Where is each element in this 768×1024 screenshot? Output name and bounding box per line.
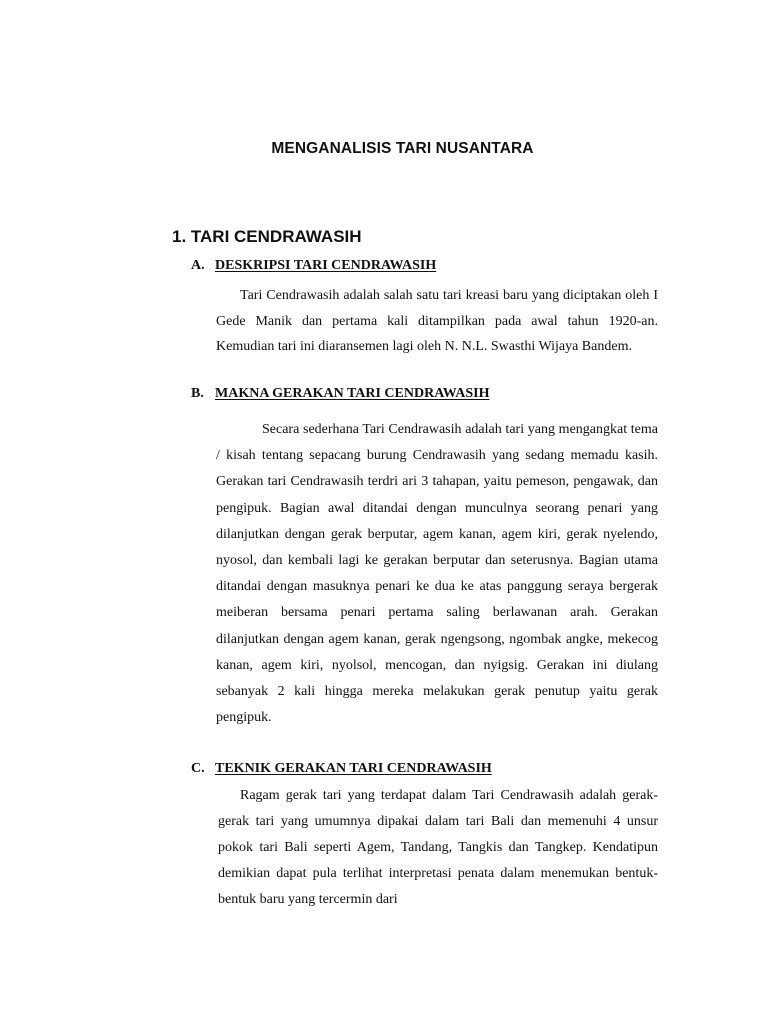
document-title: MENGANALISIS TARI NUSANTARA	[271, 140, 534, 157]
subsection-b-paragraph: Secara sederhana Tari Cendrawasih adalah tari yang mengangkat tema / kisah tentang sepacang burung Cendrawasih yang sedang memadu kasih. Gerakan tari Cendrawasih terdri ari 3 tahapan, yaitu pemeson, pengawak, dan pengipuk. Bagian awal ditandai dengan munculnya seorang penari yang dilanjutkan dengan gerak berputar, agem kanan, agem kiri, gerak nyelendo, nyosol, dan kembali lagi ke gerakan berputar dan seterusnya. Bagian utama ditandai dengan masuknya penari ke dua ke atas panggung seraya bergerak meiberan bersama penari pertama saling berlawanan arah. Gerakan dilanjutkan dengan agem kanan, gerak ngengsong, ngombak angke, mekecog kanan, agem kiri, nyolsol, mencogan, dan nyigsig. Gerakan ini diulang sebanyak 2 kali hingga mereka melakukan gerak penutup yaitu gerak pengipuk.	[216, 422, 658, 726]
subsection-a-paragraph: Tari Cendrawasih adalah salah satu tari kreasi baru yang diciptakan oleh I Gede Manik dan pertama kali ditampilkan pada awal tahun 1920-an. Kemudian tari ini diaransemen lagi oleh N. N.L. Swasthi Wijaya Bandem.	[216, 288, 658, 354]
subsection-c-heading	[191, 761, 492, 777]
section-heading: 1. TARI CENDRAWASIH	[172, 227, 362, 246]
subsection-c-paragraph: Ragam gerak tari yang terdapat dalam Tari Cendrawasih adalah gerak-gerak tari yang umumnya dipakai dalam tari Bali dan memenuhi 4 unsur pokok tari Bali seperti Agem, Tandang, Tangkis dan Tangkep. Kendatipun demikian dapat pula terlihat interpretasi penata dalam menemukan bentuk-bentuk baru yang tercermin dari	[218, 788, 658, 907]
subsection-a-letter: A.	[191, 258, 205, 273]
subsection-c-title: TEKNIK GERAKAN TARI CENDRAWASIH	[215, 761, 492, 776]
subsection-b-title: MAKNA GERAKAN TARI CENDRAWASIH	[215, 386, 490, 401]
subsection-a-heading	[191, 258, 436, 274]
subsection-c-letter: C.	[191, 761, 205, 776]
subsection-b-letter: B.	[191, 386, 204, 401]
subsection-a-title: DESKRIPSI TARI CENDRAWASIH	[215, 258, 437, 273]
subsection-b-heading	[191, 386, 489, 402]
